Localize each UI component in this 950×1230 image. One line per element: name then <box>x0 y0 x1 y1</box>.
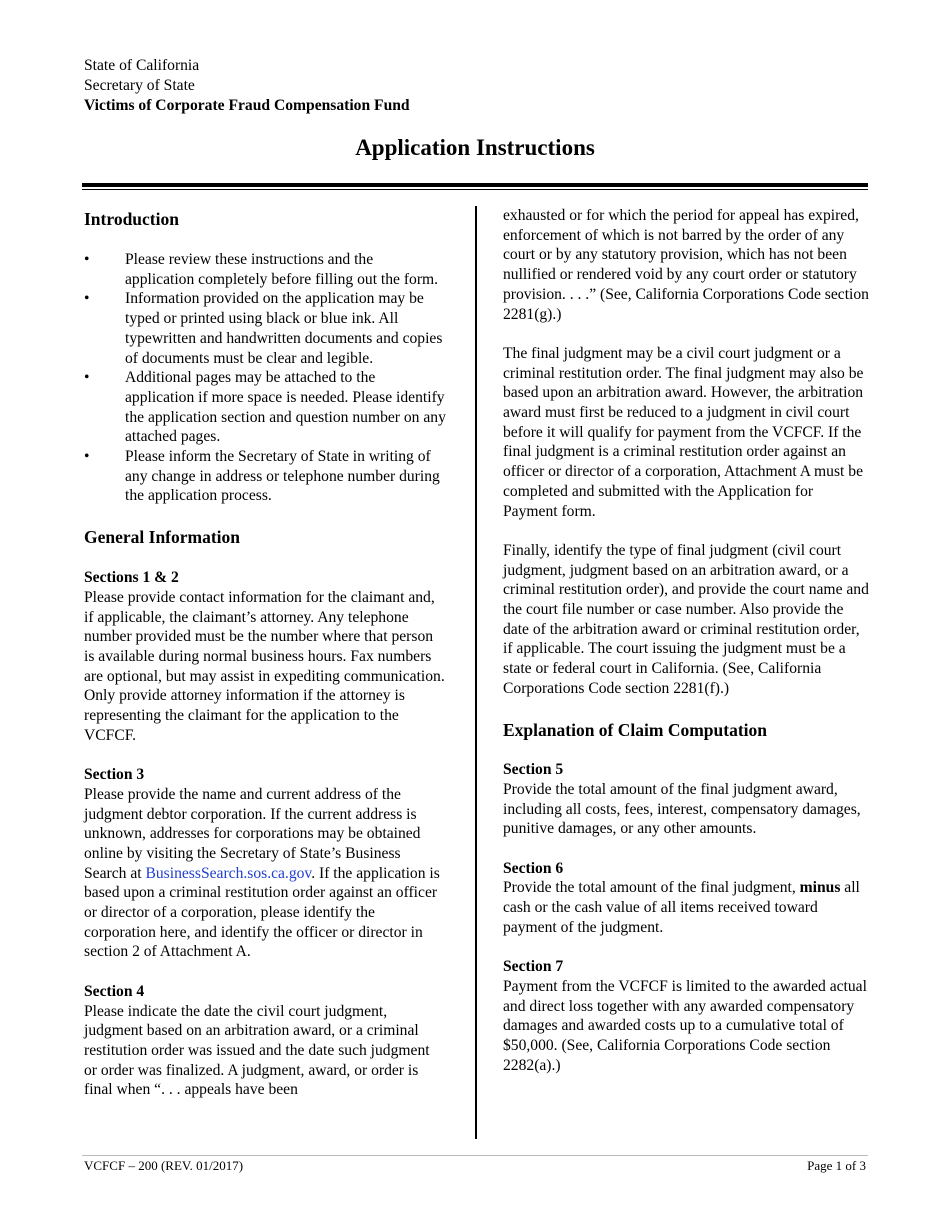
page-title: Application Instructions <box>355 135 595 160</box>
left-column <box>84 208 446 1100</box>
section-3-heading: Section 3 <box>84 766 145 784</box>
section-4-text: Please indicate the date the civil court judgment, judgment based on an arbitration award, or a criminal restitution order was issued and the date such judgment or order was finalized. A judgment, award, or order is final when “. . . appeals have been <box>84 1002 430 1099</box>
introduction-list <box>84 250 446 506</box>
right-column <box>503 206 869 1075</box>
list-item: • Please inform the Secretary of State in writing of any change in address or telephone number during the application process. <box>84 448 440 505</box>
final-judgment-types-text: The final judgment may be a civil court judgment or a criminal restitution order. The final judgment may also be based upon an arbitration award. However, the arbitration award must first be reduced to a judgment in civil court before it will qualify for payment from the VCFCF. If the final judgment is a criminal restitution order against an officer or director of a corporation, Attachment A must be completed and submitted with the Application for Payment form. <box>503 344 864 520</box>
business-search-link[interactable]: BusinessSearch.sos.ca.gov <box>145 864 312 882</box>
footer-rule <box>82 1155 868 1156</box>
section-3-text: Please provide the name and current address of the judgment debtor corporation. If the current address is unknown, addresses for corporations may be obtained online by visiting the Secretary of State’s Business Search at BusinessSearch.sos.ca.gov. If the application is based upon a criminal restitution order against an officer or director of a corporation, please identify the corporation here, and identify the officer or director in section 2 of Attachment A. <box>84 785 440 961</box>
office-name: Secretary of State <box>84 77 195 94</box>
section-5-text: Provide the total amount of the final judgment award, including all costs, fees, interest, compensatory damages, punitive damages, or any other amounts. <box>503 780 861 838</box>
bullet-icon: • <box>84 290 90 308</box>
introduction-heading: Introduction <box>84 209 179 229</box>
list-item: • Additional pages may be attached to the application if more space is needed. Please identify the application section and question number on any attached pages. <box>84 369 446 446</box>
agency-header <box>84 56 410 116</box>
list-item: • Information provided on the application may be typed or printed using black or blue ink. All typewritten and handwritten documents and copies of documents must be clear and legible. <box>84 290 443 367</box>
claim-computation-heading: Explanation of Claim Computation <box>503 719 767 740</box>
title-rule-thick <box>82 183 868 187</box>
form-number: VCFCF – 200 (REV. 01/2017) <box>84 1158 244 1173</box>
section-6-text: Provide the total amount of the final judgment, minus all cash or the cash value of all items received toward payment of the judgment. <box>503 879 860 936</box>
fund-name: Victims of Corporate Fraud Compensation Fund <box>84 97 410 114</box>
column-divider <box>475 206 477 1139</box>
section-5-heading: Section 5 <box>503 761 564 779</box>
finality-definition-text: exhausted or for which the period for appeal has expired, enforcement of which is not barred by the order of any court or by any statutory provision, which has not been nullified or rendered void by any court order or statutory provision. . . .” (See, California Corporations Code section 2281(g).) <box>503 207 869 323</box>
general-information-heading: General Information <box>84 527 241 548</box>
page-number: Page 1 of 3 <box>807 1158 866 1173</box>
section-7-heading: Section 7 <box>503 958 564 976</box>
state-name: State of California <box>84 57 200 74</box>
section-4-heading: Section 4 <box>84 982 145 1000</box>
section-6-heading: Section 6 <box>503 859 564 877</box>
bullet-icon: • <box>84 251 90 268</box>
sections-1-2-text: Please provide contact information for the claimant and, if applicable, the claimant’s attorney. Any telephone number provided must be the number where that person is available during normal business hours. Fax numbers are optional, but may assist in expediting communication. Only provide attorney information if the attorney is representing the claimant for the application to the VCFCF. <box>84 588 445 744</box>
section-7-text: Payment from the VCFCF is limited to the awarded actual and direct loss together with any awarded compensatory damages and awarded costs up to a cumulative total of $50,000. (See, California Corporations Code section 2282(a).) <box>503 977 867 1074</box>
bullet-icon: • <box>84 369 90 387</box>
title-rule-thin <box>82 189 868 190</box>
identify-judgment-text: Finally, identify the type of final judgment (civil court judgment, judgment based on an arbitration award, or a criminal restitution order), and provide the court name and the court file number or case number. Also provide the date of the arbitration award or criminal restitution order, if applicable. The court issuing the judgment must be a state or federal court in California. (See, California Corporations Code section 2281(f).) <box>503 541 869 697</box>
sections-1-2-heading: Sections 1 & 2 <box>84 569 179 587</box>
bullet-icon: • <box>84 448 90 466</box>
list-item: • Please review these instructions and the application completely before filling out the form. <box>84 251 439 288</box>
